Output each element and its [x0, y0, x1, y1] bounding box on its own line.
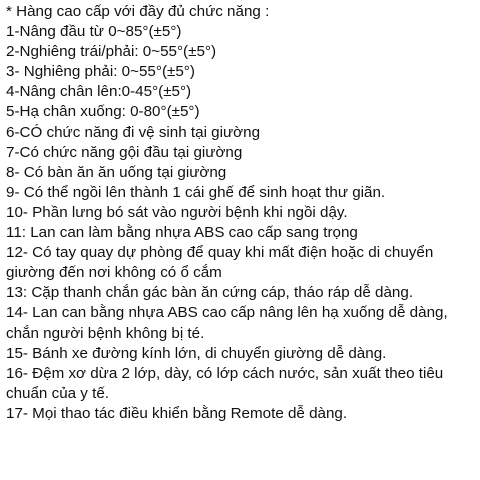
list-item: 15- Bánh xe đường kính lớn, di chuyển giường dễ dàng. — [6, 344, 387, 362]
document-heading: * Hàng cao cấp với đầy đủ chức năng : — [6, 3, 270, 20]
list-item: 7-Có chức năng gội đầu tại giường — [6, 143, 243, 161]
list-item: 17- Mọi thao tác điều khiển bằng Remote dễ dàng. — [6, 404, 348, 422]
list-item: 9- Có thể ngồi lên thành 1 cái ghế để sinh hoạt thư giãn. — [6, 183, 386, 201]
list-item: 10- Phần lưng bó sát vào người bệnh khi ngồi dậy. — [6, 203, 348, 221]
list-item: 2-Nghiêng trái/phải: 0~55°(±5°) — [6, 43, 217, 61]
list-item: 3- Nghiêng phải: 0~55°(±5°) — [6, 63, 195, 81]
list-item: 14- Lan can bằng nhựa ABS cao cấp nâng lên hạ xuống dễ dàng, chắn người bệnh không bị té. — [6, 304, 452, 342]
list-item: 4-Nâng chân lên:0-45°(±5°) — [6, 83, 192, 101]
list-item: 1-Nâng đầu từ 0~85°(±5°) — [6, 23, 182, 41]
list-item: 13: Cặp thanh chắn gác bàn ăn cứng cáp, tháo ráp dễ dàng. — [6, 284, 414, 302]
list-item: 5-Hạ chân xuống: 0-80°(±5°) — [6, 103, 200, 121]
list-item: 12- Có tay quay dự phòng để quay khi mất điện hoặc di chuyển giường đến nơi không có ổ cắm — [6, 244, 438, 282]
list-item: 6-CÓ chức năng đi vệ sinh tại giường — [6, 123, 261, 141]
list-item: 11: Lan can làm bằng nhựa ABS cao cấp sang trọng — [6, 224, 358, 242]
list-item: 16- Đệm xơ dừa 2 lớp, dày, có lớp cách nước, sản xuất theo tiêu chuẩn của y tế. — [6, 364, 448, 402]
list-item: 8- Có bàn ăn ăn uống tại giường — [6, 163, 227, 181]
